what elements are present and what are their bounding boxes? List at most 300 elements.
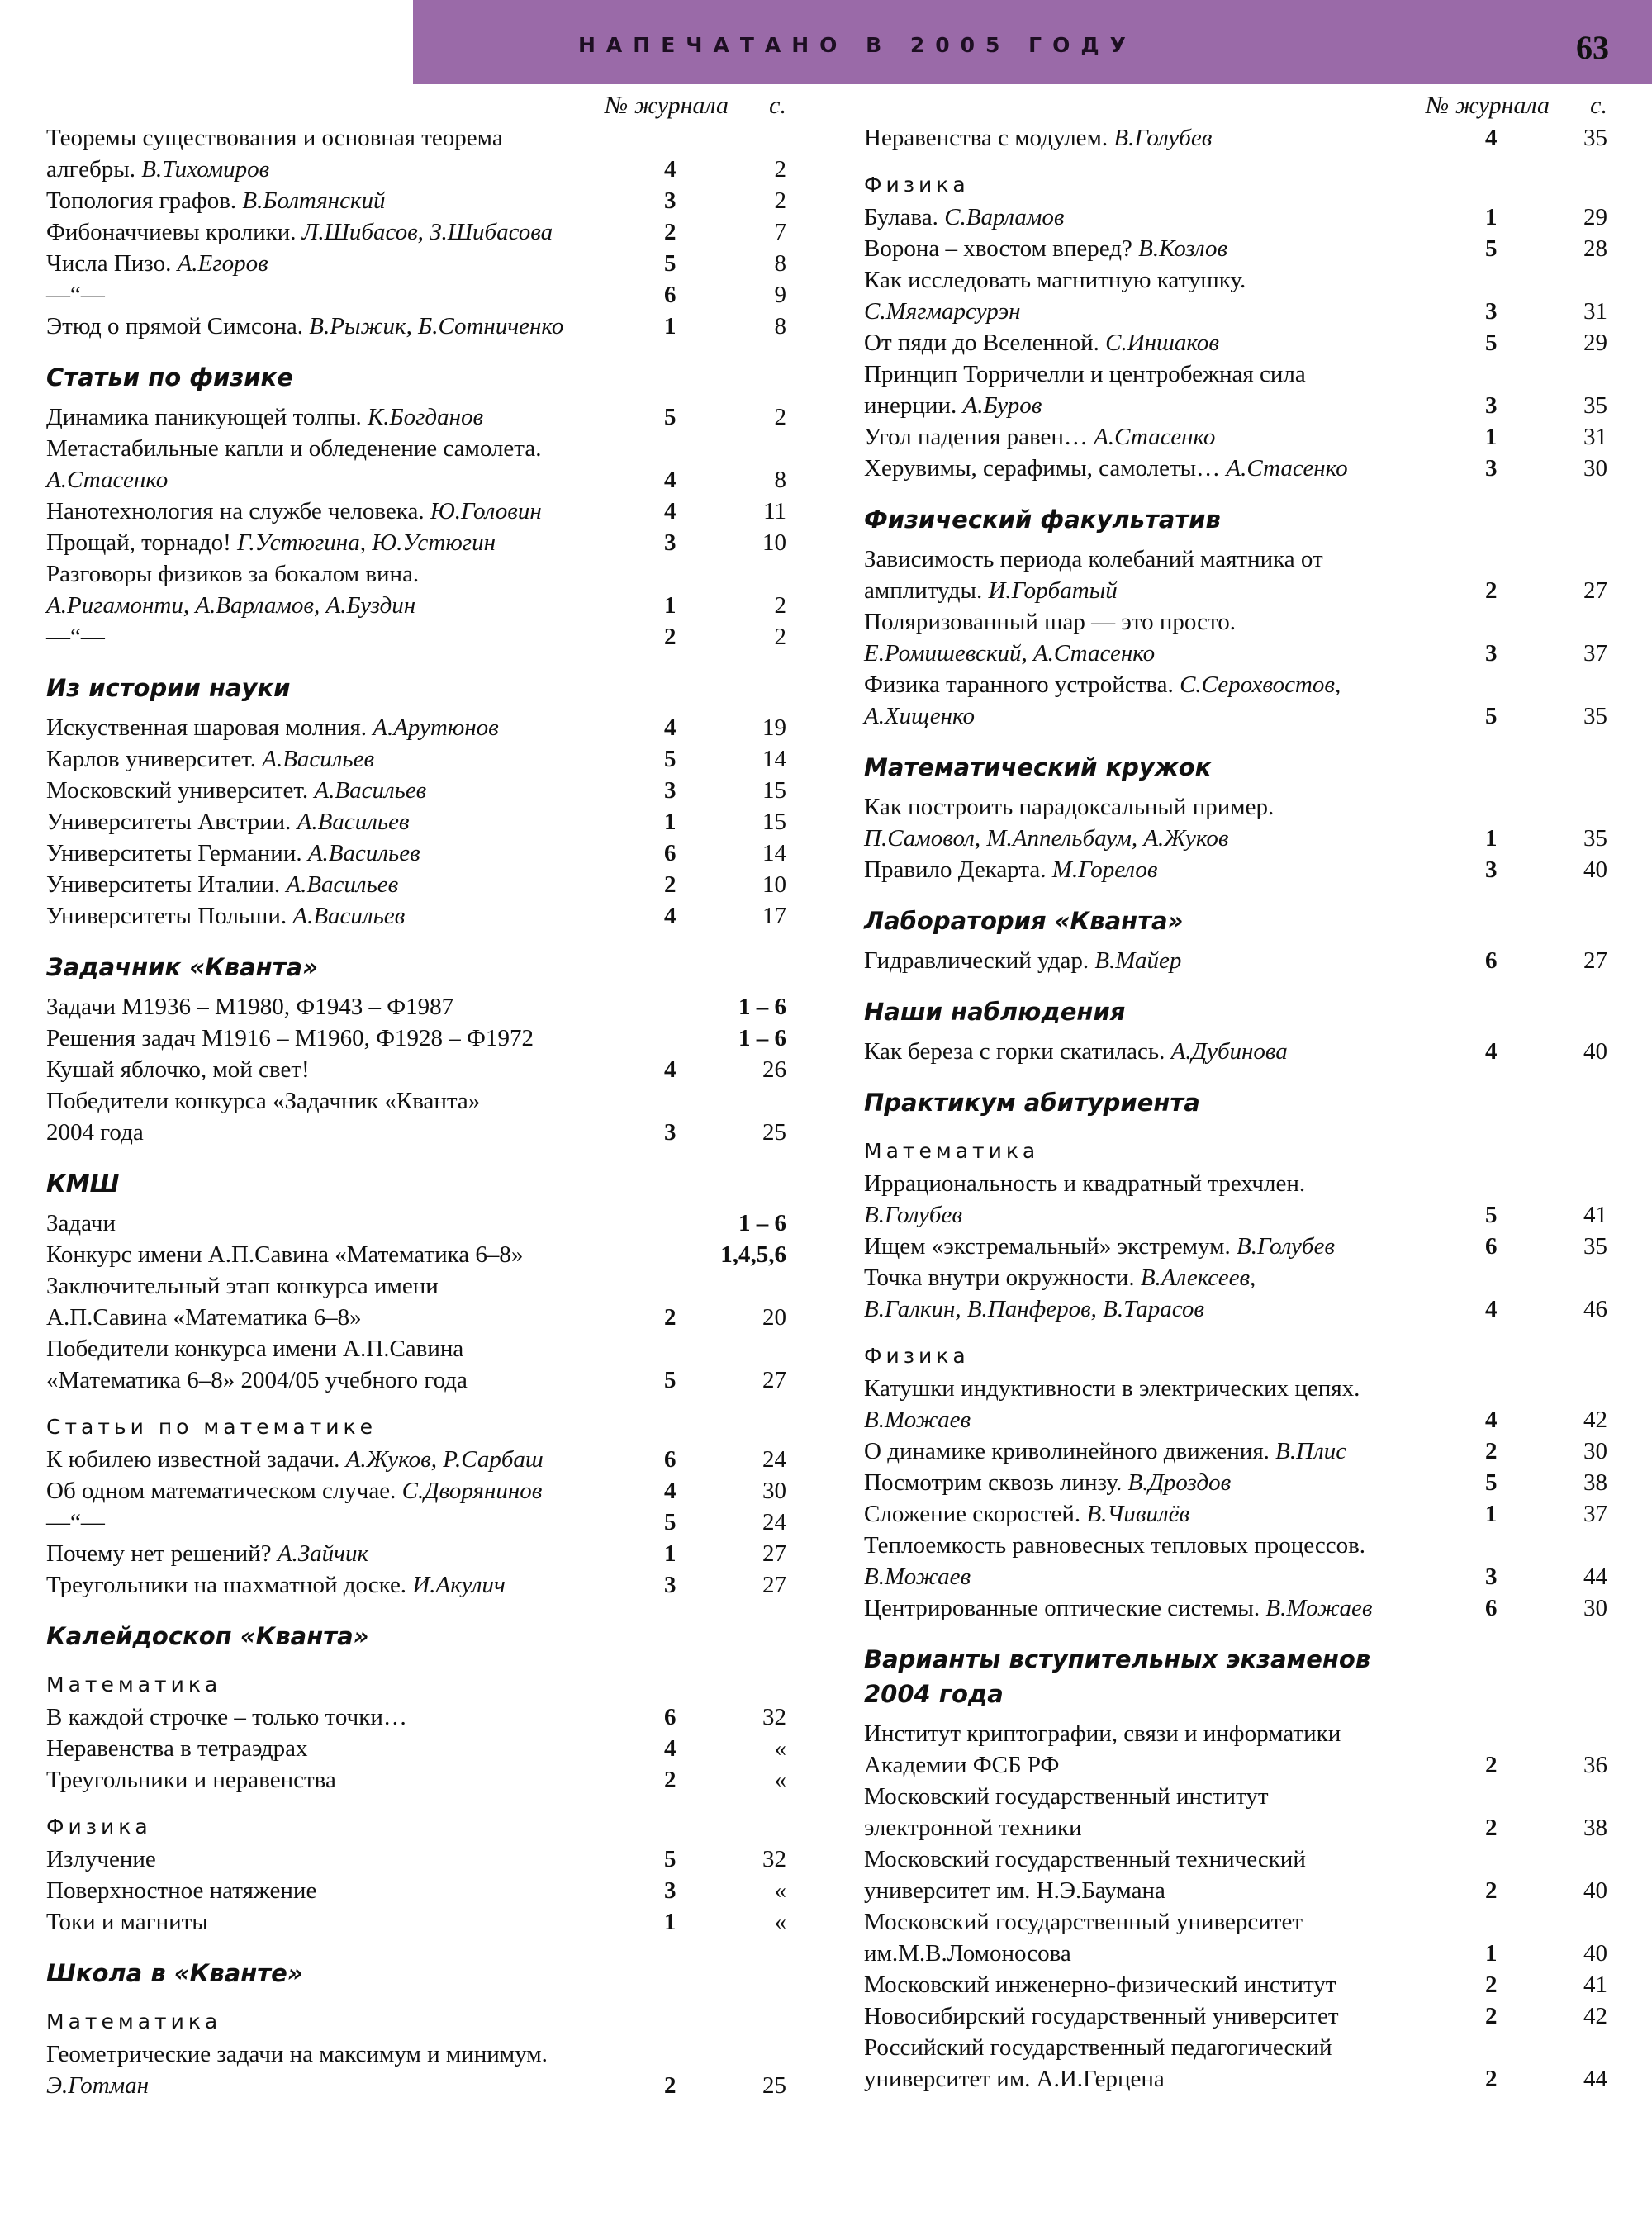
entry-title: К юбилею известной задачи. (46, 1446, 346, 1473)
entry-title: Разговоры физиков за бокалом вина. (46, 561, 420, 587)
entry-author: В.Майер (1094, 947, 1182, 974)
running-header: НАПЕЧАТАНО В 2005 ГОДУ (578, 33, 1137, 57)
entry-title: Херувимы, серафимы, самолеты… (864, 455, 1227, 482)
section-heading: Школа в «Кванте» (46, 1959, 303, 1987)
index-entry (46, 2038, 786, 2070)
entry-author: И.Горбатый (988, 577, 1118, 604)
entry-title: «Математика 6–8» 2004/05 учебного года (46, 1367, 468, 1393)
issue-number: 4 (664, 1056, 676, 1083)
entry-title-cell (864, 1530, 1485, 1561)
entry-author: М.Горелов (1051, 857, 1158, 883)
page-ref: 29 (1583, 330, 1607, 356)
entry-title-cell (864, 453, 1485, 484)
index-entry (864, 453, 1607, 484)
issue-number: 2 (1485, 1752, 1498, 1778)
entry-title-cell (864, 1812, 1485, 1844)
index-entry (46, 216, 786, 248)
issue-number: 1 (1485, 204, 1498, 230)
entry-title-cell (46, 433, 664, 464)
entry-author: А.Стасенко (1226, 455, 1348, 482)
index-entry (864, 1036, 1607, 1067)
index-entry (46, 1270, 786, 1302)
subsection-label: Математика (46, 1673, 222, 1696)
issue-number: 5 (1485, 1469, 1498, 1496)
issue-number: 3 (1485, 640, 1498, 667)
entry-title: Заключительный этап конкурса имени (46, 1273, 439, 1299)
entry-title-cell (864, 358, 1485, 390)
entry-author: В.Можаев (864, 1407, 971, 1433)
index-entry (864, 1435, 1607, 1467)
index-entry (46, 1054, 786, 1085)
page-ref: 17 (762, 903, 786, 929)
index-entry (46, 558, 786, 590)
entry-author: В.Болтянский (242, 187, 386, 214)
issue-number: 6 (664, 282, 676, 308)
index-entry (864, 1749, 1607, 1781)
entry-title-cell (864, 1293, 1485, 1325)
index-entry (864, 122, 1607, 154)
entry-author: П.Самовол, М.Аппельбаум, А.Жуков (864, 825, 1229, 852)
entry-author: В.Голубев (1113, 125, 1213, 151)
section-heading: Статьи по физике (46, 363, 293, 391)
entry-title-cell (46, 464, 664, 496)
entry-title-cell (864, 202, 1485, 233)
page-ref: 28 (1583, 235, 1607, 262)
issue-number: 3 (1485, 298, 1498, 325)
entry-title: —“— (46, 624, 105, 650)
issue-number: 2 (1485, 2066, 1498, 2092)
entry-title-cell (864, 1906, 1485, 1938)
issue-number: 4 (1485, 1407, 1498, 1433)
entry-author: С.Варламов (944, 204, 1065, 230)
index-entry (46, 991, 786, 1023)
index-entry (864, 1718, 1607, 1749)
entry-title: Ворона – хвостом вперед? (864, 235, 1139, 262)
issue-number: 1 (1485, 1940, 1498, 1967)
index-entry (46, 122, 786, 154)
index-entry (864, 1530, 1607, 1561)
issue-number: 4 (664, 903, 676, 929)
subsection-label: Физика (864, 1344, 970, 1368)
index-entry (864, 791, 1607, 823)
entry-title: Зависимость периода колебаний маятника от (864, 546, 1323, 572)
entry-title-cell (864, 1561, 1485, 1592)
entry-title-cell (864, 1498, 1485, 1530)
section-heading: Наши наблюдения (864, 998, 1126, 1026)
entry-title-cell (864, 2063, 1485, 2095)
issue-range: 1,4,5,6 (720, 1241, 786, 1268)
entry-title: —“— (46, 282, 105, 308)
index-entry (864, 1168, 1607, 1199)
subsection-label: Физика (46, 1815, 152, 1839)
issue-number: 2 (664, 1767, 676, 1793)
entry-title: Московский инженерно-физический институт (864, 1972, 1336, 1998)
entry-title-cell (46, 1302, 664, 1333)
index-entry (46, 1475, 786, 1507)
entry-title-cell (46, 838, 664, 869)
entry-title-cell (864, 1781, 1485, 1812)
entry-title-cell (46, 869, 664, 900)
entry-author: А.Дубинова (1170, 1038, 1288, 1065)
index-entry (46, 712, 786, 743)
entry-title-cell (864, 1262, 1485, 1293)
index-entry (864, 1938, 1607, 1969)
entry-title: Посмотрим сквозь линзу. (864, 1469, 1128, 1496)
page-ref: 30 (1583, 1595, 1607, 1621)
entry-title-cell (864, 606, 1485, 638)
page-ref: 8 (774, 313, 786, 339)
issue-number: 1 (1485, 424, 1498, 450)
issue-number: 5 (664, 746, 676, 772)
index-entry (864, 575, 1607, 606)
entry-title-cell (864, 1036, 1485, 1067)
issue-range: 1 – 6 (738, 1210, 786, 1236)
page-ref: 35 (1583, 703, 1607, 729)
page-ref: 35 (1583, 125, 1607, 151)
entry-title-cell (864, 575, 1485, 606)
index-entry (46, 590, 786, 621)
entry-author: А.Васильев (297, 809, 410, 835)
page-ref: 27 (762, 1540, 786, 1567)
index-entry (46, 464, 786, 496)
entry-author: В.Тихомиров (141, 156, 270, 183)
entry-title-cell (46, 1475, 664, 1507)
page-ref: 29 (1583, 204, 1607, 230)
entry-title-cell (864, 543, 1485, 575)
index-entry (46, 1208, 786, 1239)
entry-title-cell (46, 1507, 664, 1538)
entry-title: В каждой строчке – только точки… (46, 1704, 407, 1730)
entry-title-cell (864, 854, 1485, 885)
issue-number: 1 (664, 809, 676, 835)
issue-number: 3 (1485, 857, 1498, 883)
section-heading: Физический факультатив (864, 505, 1221, 534)
subsection-label: Математика (864, 1139, 1040, 1163)
entry-title-cell (46, 1906, 664, 1938)
entry-title-cell (864, 1718, 1485, 1749)
entry-title: Гидравлический удар. (864, 947, 1095, 974)
index-entry (46, 1569, 786, 1601)
issue-number: 5 (664, 404, 676, 430)
page-ref: 41 (1583, 1202, 1607, 1228)
entry-author: Е.Ромишевский, А.Стасенко (864, 640, 1156, 667)
entry-title-cell (46, 1364, 664, 1396)
entry-title-cell (46, 1054, 664, 1085)
issue-number: 4 (664, 156, 676, 183)
section-heading: Варианты вступительных экзаменов 2004 года (864, 1645, 1371, 1708)
page-ref: 31 (1583, 298, 1607, 325)
index-entry (46, 1333, 786, 1364)
entry-title: Московский государственный университет (864, 1909, 1303, 1935)
entry-title: Московский государственный институт (864, 1783, 1269, 1810)
entry-author: В.Можаев (1265, 1595, 1373, 1621)
index-entry (46, 401, 786, 433)
entry-author: В.Плис (1275, 1438, 1347, 1464)
entry-title: Сложение скоростей. (864, 1501, 1087, 1527)
entry-title: амплитуды. (864, 577, 989, 604)
index-entry (46, 1507, 786, 1538)
index-entry (864, 233, 1607, 264)
entry-author: В.Козлов (1138, 235, 1228, 262)
index-entry (864, 1293, 1607, 1325)
entry-author: А.Васильев (286, 871, 399, 898)
entry-title-cell (46, 1117, 664, 1148)
entry-title-cell (46, 1701, 664, 1733)
entry-author: Л.Шибасов, З.Шибасова (301, 219, 553, 245)
index-entry (46, 185, 786, 216)
section-heading: Из истории науки (46, 674, 291, 702)
issue-number: 5 (664, 1367, 676, 1393)
entry-title-cell (864, 1168, 1485, 1199)
index-entry (864, 1906, 1607, 1938)
subsection-label: Математика (46, 2010, 222, 2033)
entry-author: А.Буров (962, 392, 1042, 419)
index-entry (864, 1781, 1607, 1812)
issue-number: 4 (664, 498, 676, 524)
index-entry (864, 202, 1607, 233)
entry-author: И.Акулич (412, 1572, 506, 1598)
entry-title: Треугольники на шахматной доске. (46, 1572, 413, 1598)
index-entry (864, 1498, 1607, 1530)
issue-number: 2 (664, 624, 676, 650)
issue-number: 3 (664, 1572, 676, 1598)
index-entry (46, 775, 786, 806)
entry-title-cell (864, 327, 1485, 358)
page-header: с. (769, 92, 786, 119)
page-ref: 9 (774, 282, 786, 308)
section-heading: Практикум абитуриента (864, 1089, 1200, 1117)
index-entry (46, 1733, 786, 1764)
entry-author: А.Васильев (314, 777, 427, 804)
index-entry (46, 1117, 786, 1148)
entry-title-cell (864, 1404, 1485, 1435)
index-entry (864, 390, 1607, 421)
entry-title: Динамика паникующей толпы. (46, 404, 368, 430)
section-heading: КМШ (46, 1170, 120, 1198)
index-entry (864, 421, 1607, 453)
subsection-label: Статьи по математике (46, 1415, 377, 1439)
entry-title: Университеты Италии. (46, 871, 287, 898)
page-ref: 36 (1583, 1752, 1607, 1778)
page-ref: 35 (1583, 825, 1607, 852)
entry-title: А.П.Савина «Математика 6–8» (46, 1304, 362, 1331)
entry-title-cell (864, 1938, 1485, 1969)
page-ref: 37 (1583, 640, 1607, 667)
page-ref: 30 (762, 1478, 786, 1504)
index-entry (46, 1023, 786, 1054)
entry-title-cell (864, 700, 1485, 732)
index-entry (46, 806, 786, 838)
section-heading: Калейдоскоп «Кванта» (46, 1622, 369, 1650)
entry-title: От пяди до Вселенной. (864, 330, 1106, 356)
index-entry (864, 1262, 1607, 1293)
entry-author: В.Рыжик, Б.Сотниченко (309, 313, 564, 339)
entry-title: Излучение (46, 1846, 156, 1872)
entry-title-cell (864, 823, 1485, 854)
entry-title-cell (46, 2070, 664, 2101)
page-ref: 2 (774, 404, 786, 430)
page-ref: 27 (1583, 947, 1607, 974)
entry-title-cell (46, 558, 664, 590)
entry-title-cell (864, 1435, 1485, 1467)
entry-title: Метастабильные капли и обледенение самолета. (46, 435, 542, 462)
entry-title-cell (864, 1875, 1485, 1906)
issue-number: 5 (1485, 703, 1498, 729)
issue-number: 5 (1485, 1202, 1498, 1228)
entry-title: Катушки индуктивности в электрических цепях. (864, 1375, 1360, 1402)
issue-number: 3 (1485, 392, 1498, 419)
page-ref: 42 (1583, 1407, 1607, 1433)
entry-title: Решения задач М1916 – М1960, Ф1928 – Ф1972 (46, 1025, 534, 1051)
issue-number: 4 (664, 1735, 676, 1762)
index-entry (864, 1592, 1607, 1624)
index-entry (46, 527, 786, 558)
index-entry (864, 700, 1607, 732)
page-ref: 27 (1583, 577, 1607, 604)
entry-title-cell (46, 527, 664, 558)
entry-title: Угол падения равен… (864, 424, 1094, 450)
issue-number: 3 (664, 187, 676, 214)
page-ref: 41 (1583, 1972, 1607, 1998)
entry-title-cell (864, 638, 1485, 669)
page-ref: 46 (1583, 1296, 1607, 1322)
entry-title: Как береза с горки скатилась. (864, 1038, 1171, 1065)
page-ref: 31 (1583, 424, 1607, 450)
entry-title-cell (864, 390, 1485, 421)
entry-title: 2004 года (46, 1119, 144, 1146)
index-entry (46, 1875, 786, 1906)
entry-title: Задачи М1936 – М1980, Ф1943 – Ф1987 (46, 994, 454, 1020)
entry-title: Точка внутри окружности. (864, 1265, 1141, 1291)
entry-author: А.Стасенко (46, 467, 169, 493)
entry-title: Задачи (46, 1210, 116, 1236)
page-ref: 10 (762, 871, 786, 898)
subsection-label: Физика (864, 173, 970, 197)
entry-title-cell (46, 775, 664, 806)
issue-number: 3 (664, 777, 676, 804)
entry-title: Неравенства в тетраэдрах (46, 1735, 308, 1762)
entry-author: А.Егоров (177, 250, 268, 277)
index-entry (864, 1969, 1607, 2000)
page-header: с. (1590, 92, 1607, 119)
entry-title: Физика таранного устройства. (864, 671, 1180, 698)
entry-title: Московский университет. (46, 777, 315, 804)
entry-title-cell (46, 1333, 664, 1364)
entry-author: В.Алексеев, (1140, 1265, 1256, 1291)
entry-title: Московский государственный технический (864, 1846, 1306, 1872)
page-ref: 8 (774, 250, 786, 277)
page-ref: 30 (1583, 455, 1607, 482)
page-ref: 38 (1583, 1815, 1607, 1841)
column-header (46, 89, 786, 122)
page-ref: 42 (1583, 2003, 1607, 2029)
page-ref: 30 (1583, 1438, 1607, 1464)
entry-title: Как исследовать магнитную катушку. (864, 267, 1246, 293)
entry-author: С.Серохвостов, (1180, 671, 1341, 698)
page-ref: 25 (762, 2072, 786, 2099)
page-ref: 44 (1583, 2066, 1607, 2092)
entry-title-cell (46, 154, 664, 185)
index-entry (46, 1701, 786, 1733)
entry-title: Академии ФСБ РФ (864, 1752, 1060, 1778)
entry-author: В.Дроздов (1127, 1469, 1232, 1496)
page-ref: 15 (762, 777, 786, 804)
issue-number: 5 (664, 1509, 676, 1535)
entry-title: Неравенства с модулем. (864, 125, 1114, 151)
entry-title: им.М.В.Ломоносова (864, 1940, 1071, 1967)
issue-number: 2 (1485, 577, 1498, 604)
issue-number: 5 (1485, 235, 1498, 262)
entry-title-cell (46, 712, 664, 743)
index-entry (46, 1538, 786, 1569)
index-entry (864, 638, 1607, 669)
entry-title: Нанотехнология на службе человека. (46, 498, 430, 524)
issue-number: 3 (1485, 1564, 1498, 1590)
index-entry (864, 606, 1607, 638)
issue-number: 1 (664, 592, 676, 619)
index-entry (46, 2070, 786, 2101)
entry-title-cell (864, 1467, 1485, 1498)
entry-author: С.Мягмарсурэн (864, 298, 1021, 325)
entry-author: А.Ригамонти, А.Варламов, А.Буздин (46, 592, 416, 619)
entry-title: Ищем «экстремальный» экстремум. (864, 1233, 1237, 1260)
issue-number: 6 (664, 1704, 676, 1730)
entry-title-cell (864, 791, 1485, 823)
entry-title-cell (46, 1844, 664, 1875)
entry-title-cell (864, 296, 1485, 327)
left-column (46, 89, 786, 2101)
page-ref: 11 (763, 498, 786, 524)
page-ref: 20 (762, 1304, 786, 1331)
entry-title: Конкурс имени А.П.Савина «Математика 6–8» (46, 1241, 524, 1268)
entry-title: Прощай, торнадо! (46, 529, 238, 556)
issue-number: 4 (664, 1478, 676, 1504)
entry-title: Университеты Австрии. (46, 809, 297, 835)
entry-title-cell (864, 2032, 1485, 2063)
section-heading: Задачник «Кванта» (46, 953, 318, 981)
index-entry (46, 311, 786, 342)
entry-title: Иррациональность и квадратный трехчлен. (864, 1170, 1306, 1197)
index-entry (864, 1404, 1607, 1435)
entry-author: В.Голубев (864, 1202, 962, 1228)
entry-title-cell (864, 233, 1485, 264)
issue-number: 5 (1485, 330, 1498, 356)
page-ref: 15 (762, 809, 786, 835)
page-ref: 2 (774, 592, 786, 619)
entry-author: К.Богданов (367, 404, 484, 430)
index-entry (46, 900, 786, 932)
page-ref: 35 (1583, 392, 1607, 419)
section-heading: Математический кружок (864, 753, 1212, 781)
entry-title: Правило Декарта. (864, 857, 1052, 883)
right-index-list (864, 122, 1607, 2095)
index-entry (46, 869, 786, 900)
index-entry (864, 264, 1607, 296)
entry-title-cell (46, 806, 664, 838)
issue-range: 1 – 6 (738, 1025, 786, 1051)
entry-title-cell (46, 401, 664, 433)
entry-title: инерции. (864, 392, 963, 419)
entry-title: Университеты Германии. (46, 840, 308, 866)
journal-header: № журнала (1426, 92, 1550, 119)
page-ref: « (774, 1909, 786, 1935)
index-entry (864, 2000, 1607, 2032)
page-ref: 37 (1583, 1501, 1607, 1527)
page-ref: 32 (762, 1846, 786, 1872)
issue-number: 2 (664, 2072, 676, 2099)
issue-number: 5 (664, 1846, 676, 1872)
index-entry (864, 854, 1607, 885)
